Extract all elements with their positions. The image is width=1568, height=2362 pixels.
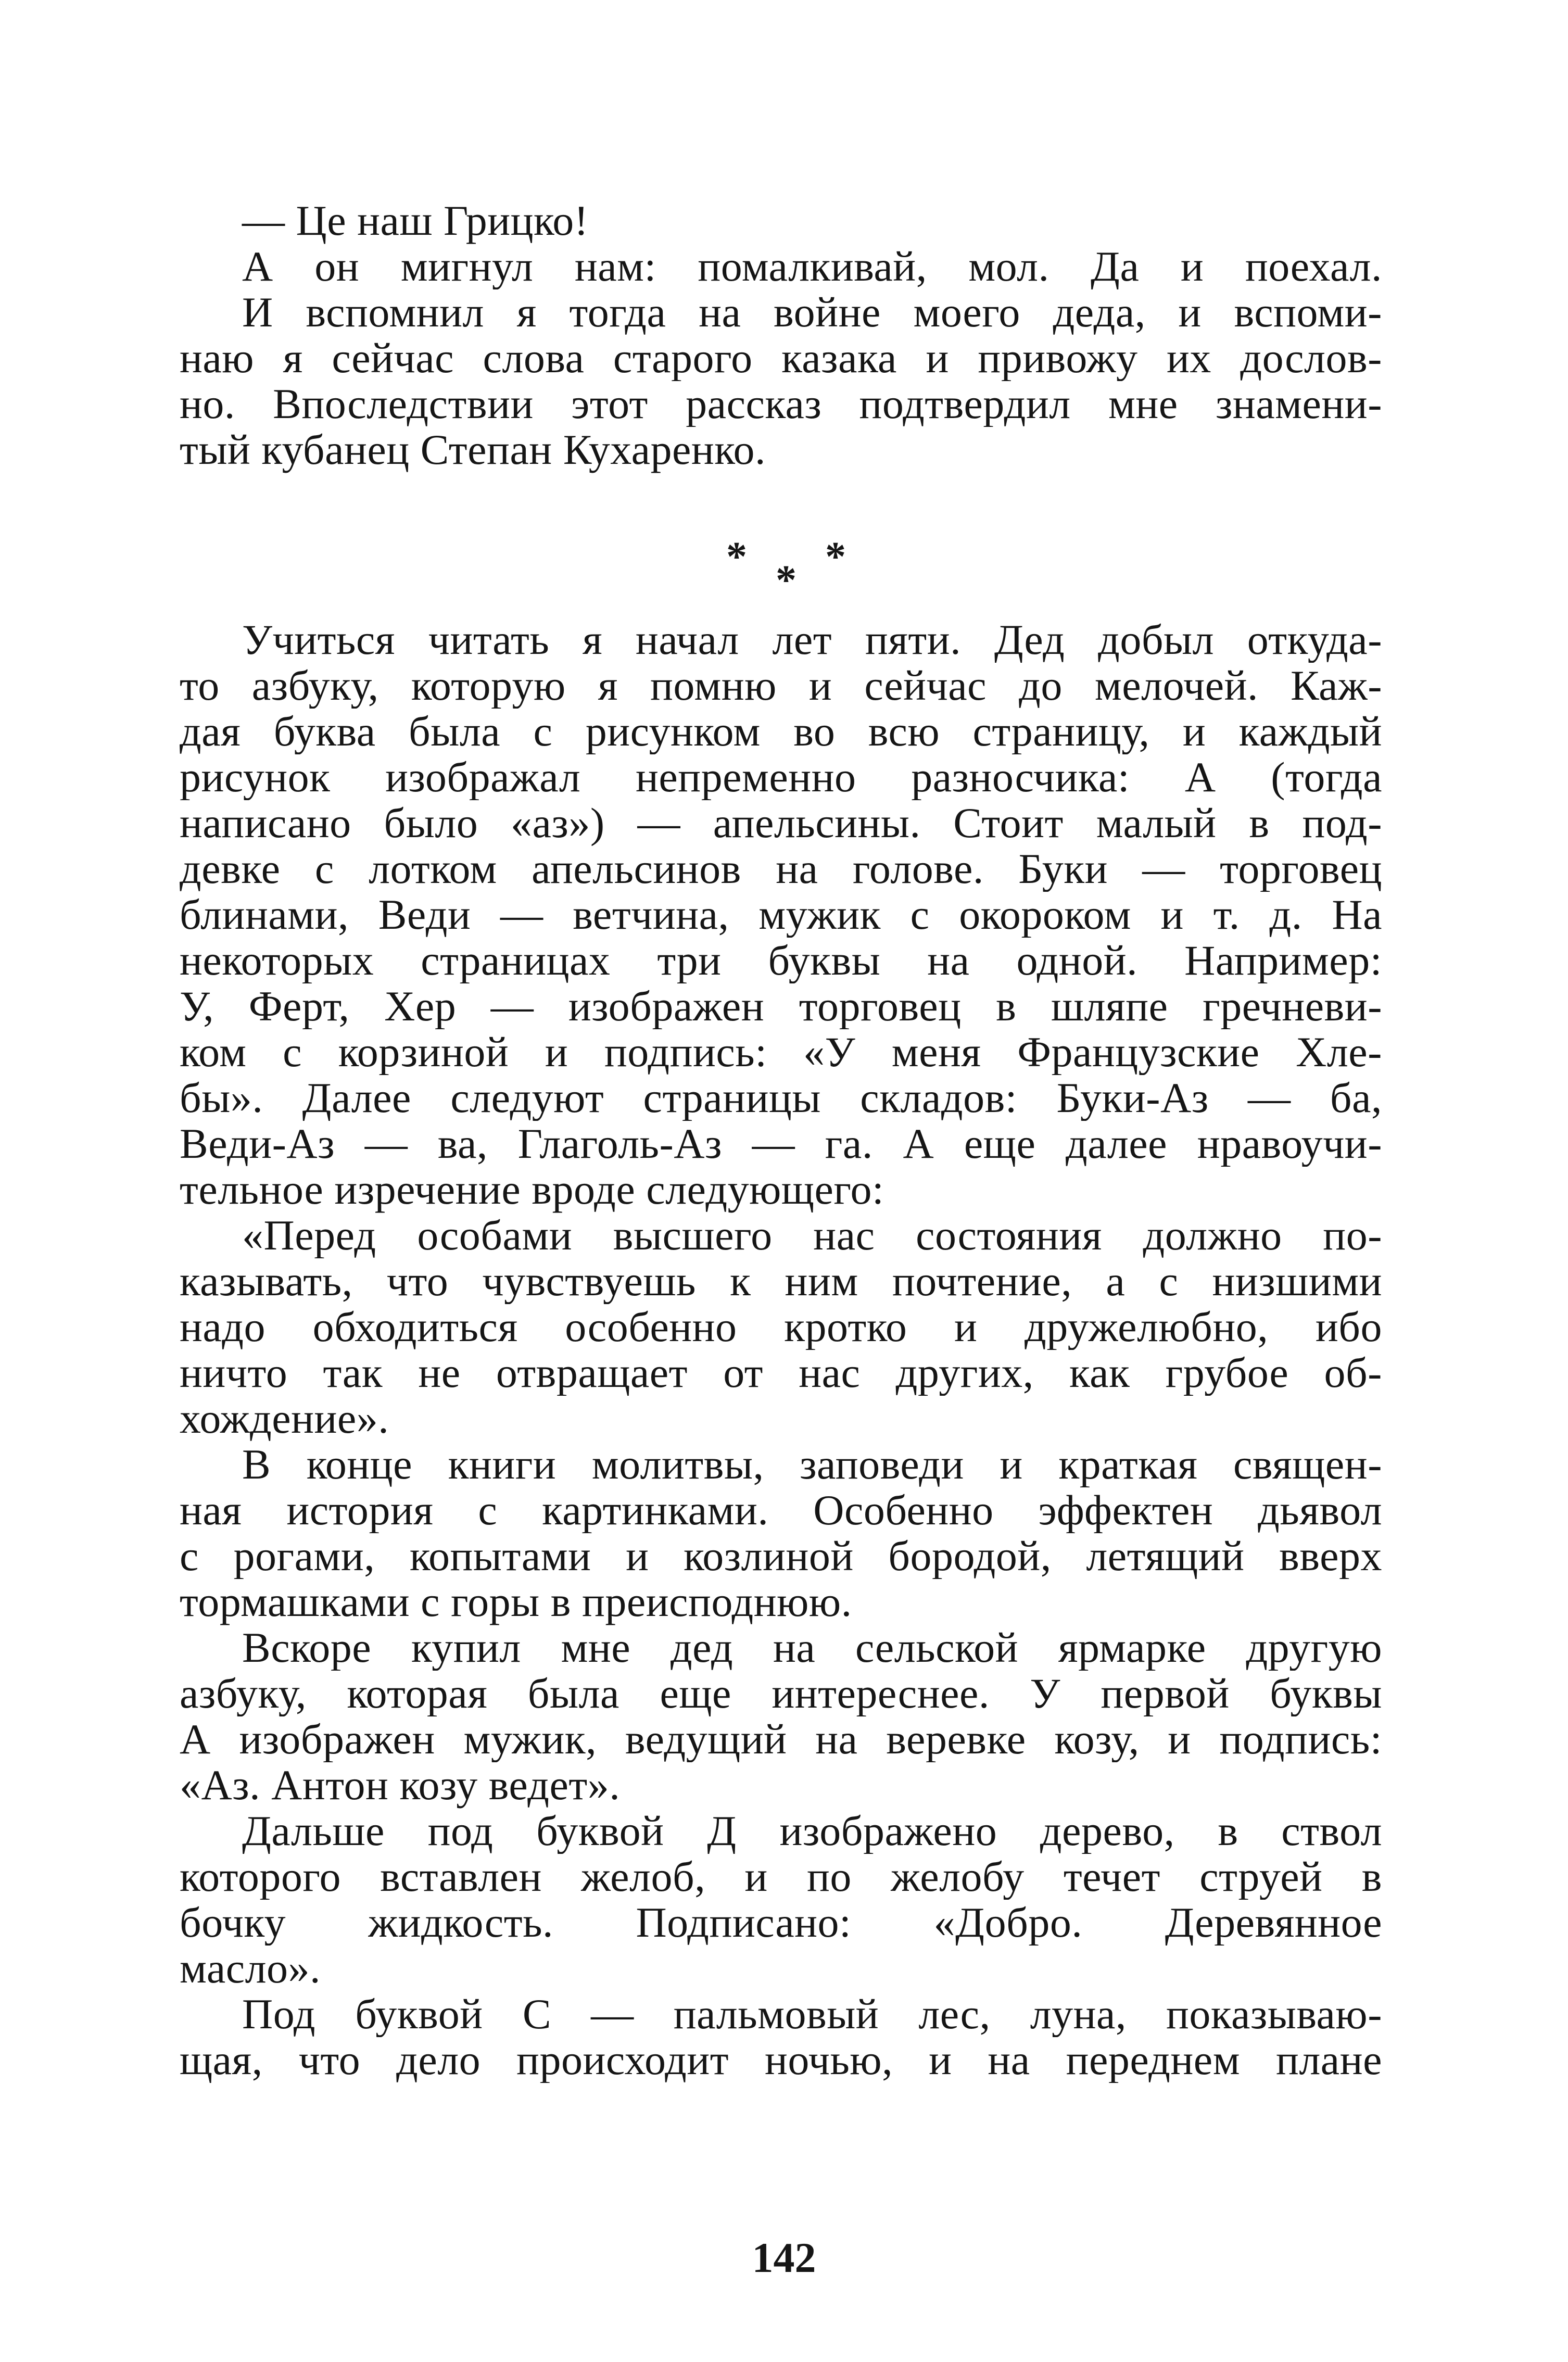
text-line: масло». — [180, 1944, 321, 1992]
text-line: ничто так не отвращает от нас других, как грубое об- — [180, 1350, 1382, 1396]
text-line: с рогами, копытами и козлиной бородой, летящий вверх — [180, 1533, 1382, 1579]
text-line: дая буква была с рисунком во всю страницу, и каждый — [180, 709, 1382, 754]
text-line: некоторых страницах три буквы на одной. Например: — [180, 938, 1382, 983]
separator-star-middle: * — [776, 558, 796, 603]
text-line: Дальше под буквой Д изображено дерево, в ствол — [242, 1808, 1382, 1854]
text-line: но. Впоследствии этот рассказ подтвердил мне знамени- — [180, 381, 1382, 427]
text-line: тельное изречение вроде следующего: — [180, 1166, 884, 1213]
text-block-main — [180, 617, 1382, 2083]
section-separator — [0, 531, 1568, 604]
text-line: А изображен мужик, ведущий на веревке козу, и подпись: — [180, 1716, 1382, 1762]
text-line: которого вставлен желоб, и по желобу течет струей в — [180, 1854, 1382, 1900]
text-line: ком с корзиной и подпись: «У меня Французские Хле- — [180, 1029, 1382, 1075]
text-line: Учиться читать я начал лет пяти. Дед добыл откуда- — [242, 617, 1382, 663]
text-line: написано было «аз») — апельсины. Стоит малый в под- — [180, 800, 1382, 846]
text-line: тый кубанец Степан Кухаренко. — [180, 426, 766, 473]
text-line: азбуку, которая была еще интереснее. У первой буквы — [180, 1671, 1382, 1716]
text-line: наю я сейчас слова старого казака и привожу их дослов- — [180, 335, 1382, 381]
text-line: А он мигнул нам: помалкивай, мол. Да и поехал. — [242, 244, 1382, 289]
text-block-top — [180, 198, 1382, 473]
text-line: надо обходиться особенно кротко и дружелюбно, ибо — [180, 1304, 1382, 1350]
page-number: 142 — [752, 2234, 816, 2281]
text-line: «Аз. Антон козу ведет». — [180, 1761, 621, 1809]
text-line: И вспомнил я тогда на войне моего деда, и вспоми- — [242, 289, 1382, 335]
text-line: Под буквой С — пальмовый лес, луна, показываю- — [242, 1991, 1382, 2037]
text-line: У, Ферт, Хер — изображен торговец в шляпе гречневи- — [180, 983, 1382, 1029]
text-line: Веди-Аз — ва, Глаголь-Аз — га. А еще далее нравоучи- — [180, 1121, 1382, 1167]
text-line: бочку жидкость. Подписано: «Добро. Деревянное — [180, 1900, 1382, 1946]
text-line: то азбуку, которую я помню и сейчас до мелочей. Каж- — [180, 663, 1382, 709]
text-line: Вскоре купил мне дед на сельской ярмарке другую — [242, 1625, 1382, 1671]
text-line: — Це наш Грицко! — [242, 197, 589, 244]
text-line: «Перед особами высшего нас состояния должно по- — [242, 1212, 1382, 1258]
text-line: казывать, что чувствуешь к ним почтение, а с низшими — [180, 1258, 1382, 1304]
text-line: бы». Далее следуют страницы складов: Буки-Аз — ба, — [180, 1075, 1382, 1121]
text-line: тормашками с горы в преисподнюю. — [180, 1578, 852, 1625]
text-line: блинами, Веди — ветчина, мужик с окороком и т. д. На — [180, 892, 1382, 938]
text-line: ная история с картинками. Особенно эффектен дьявол — [180, 1487, 1382, 1533]
text-line: рисунок изображал непременно разносчика: А (тогда — [180, 754, 1382, 800]
text-line: хождение». — [180, 1395, 389, 1442]
separator-star-right: * — [825, 534, 846, 580]
text-line: щая, что дело происходит ночью, и на переднем плане — [180, 2037, 1382, 2083]
separator-star-left: * — [726, 534, 747, 580]
text-line: В конце книги молитвы, заповеди и краткая священ- — [242, 1442, 1382, 1487]
text-line: девке с лотком апельсинов на голове. Буки — торговец — [180, 846, 1382, 892]
